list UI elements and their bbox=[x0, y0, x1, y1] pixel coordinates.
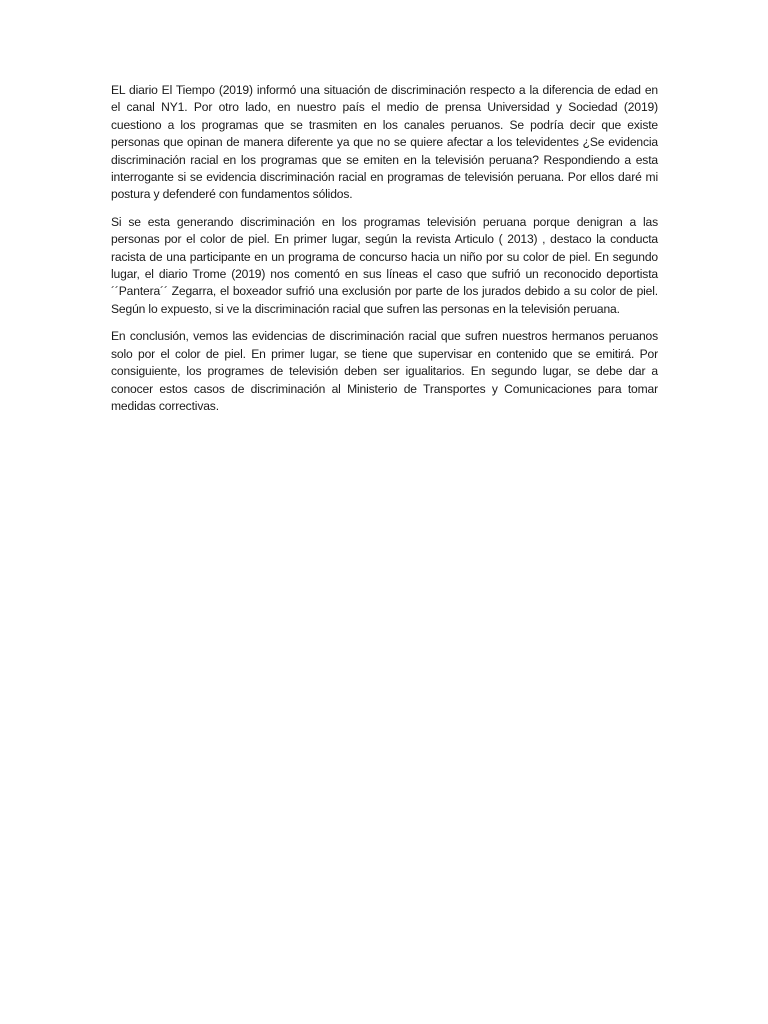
document-body bbox=[111, 82, 658, 425]
paragraph-argument: Si se esta generando discriminación en los programas televisión peruana porque denigran a las personas por el color de piel. En primer lugar, según la revista Articulo ( 2013) , destaco la conducta racista de una participante en un programa de concurso hacia un niño por su color de piel. En segundo lugar, el diario Trome (2019) nos comentó en sus líneas el caso que sufrió un reconocido deportista ´´Pantera´´ Zegarra, el boxeador sufrió una exclusión por parte de los jurados debido a su color de piel. Según lo expuesto, si ve la discriminación racial que sufren las personas en la televisión peruana. bbox=[111, 214, 658, 316]
paragraph-conclusion: En conclusión, vemos las evidencias de discriminación racial que sufren nuestros hermanos peruanos solo por el color de piel. En primer lugar, se tiene que supervisar en contenido que se emitirá. Por consiguiente, los programes de televisión deben ser igualitarios. En segundo lugar, se debe dar a conocer estos casos de discriminación al Ministerio de Transportes y Comunicaciones para tomar medidas correctivas. bbox=[111, 329, 658, 413]
paragraph-introduction: EL diario El Tiempo (2019) informó una situación de discriminación respecto a la diferencia de edad en el canal NY1. Por otro lado, en nuestro país el medio de prensa Universidad y Sociedad (2019) cuestiono a los programas que se trasmiten en los canales peruanos. Se podría decir que existe personas que opinan de manera diferente ya que no se quiere afectar a los televidentes ¿Se evidencia discriminación racial en los programas que se emiten en la televisión peruana? Respondiendo a esta interrogante si se evidencia discriminación racial en programas de televisión peruana. Por ellos daré mi postura y defenderé con fundamentos sólidos. bbox=[111, 83, 658, 202]
